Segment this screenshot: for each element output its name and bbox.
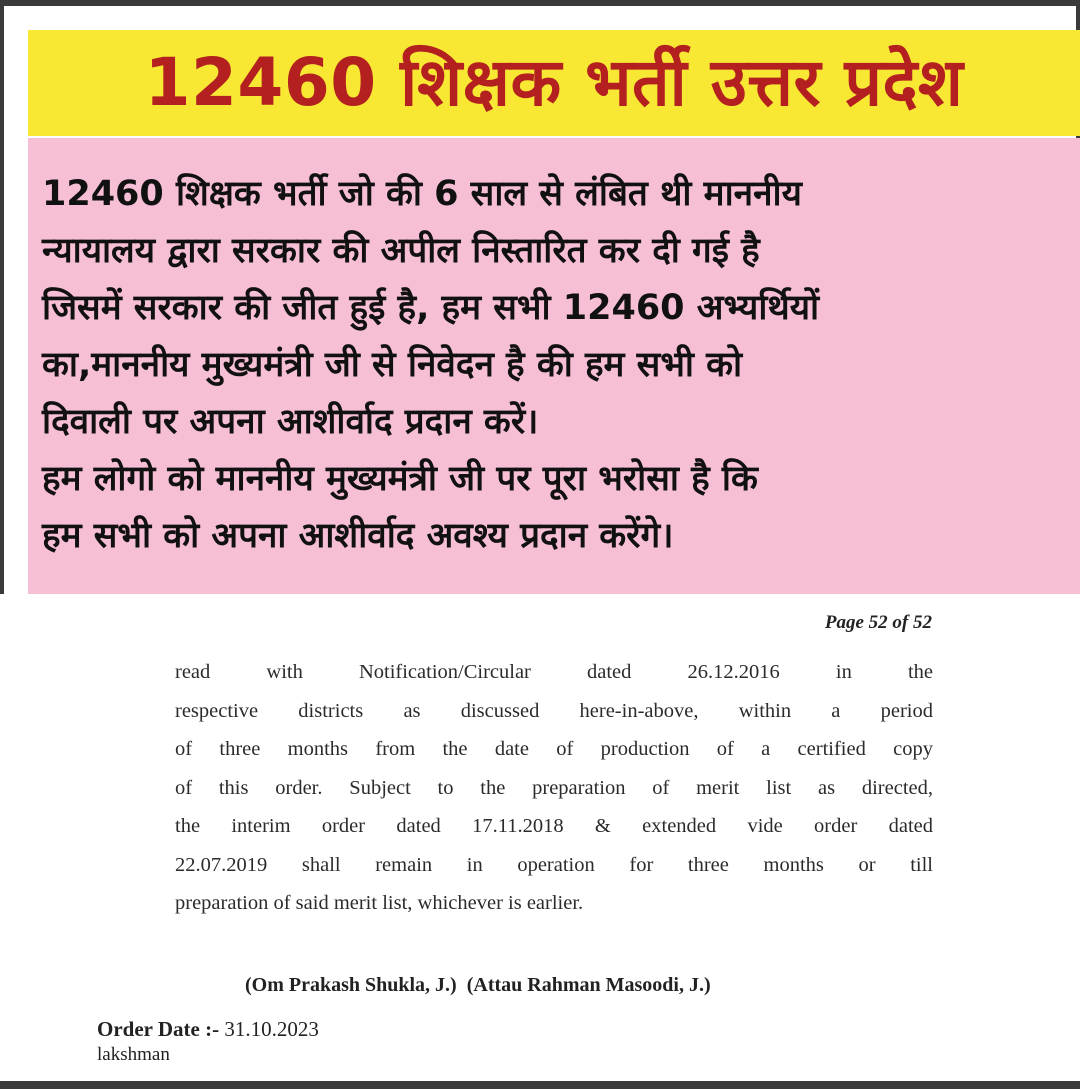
order-line: of three months from the date of production of a certified copy — [175, 738, 933, 760]
headline-banner — [28, 30, 1080, 136]
judges-signature: (Om Prakash Shukla, J.) (Attau Rahman Masoodi, J.) — [245, 974, 711, 996]
order-date-label: Order Date :- — [97, 1017, 220, 1041]
message-line: न्यायालय द्वारा सरकार की अपील निस्तारित कर दी गई है — [42, 231, 760, 271]
order-date — [97, 1017, 319, 1042]
court-order-excerpt — [0, 594, 1080, 1081]
message-line: का,माननीय मुख्यमंत्री जी से निवेदन है की हम सभी को — [42, 345, 743, 385]
order-line: 22.07.2019 shall remain in operation for three months or till — [175, 853, 933, 876]
headline-title: 12460 शिक्षक भर्ती उत्तर प्रदेश — [144, 44, 964, 121]
message-line: हम लोगो को माननीय मुख्यमंत्री जी पर पूरा भरोसा है कि — [42, 459, 758, 499]
order-line: respective districts as discussed here-in-above, within a period — [175, 699, 933, 722]
message-line: जिसमें सरकार की जीत हुई है, हम सभी 12460 अभ्यर्थियों — [42, 288, 820, 328]
message-line: दिवाली पर अपना आशीर्वाद प्रदान करें। — [42, 402, 539, 442]
clerk-name: lakshman — [97, 1044, 170, 1065]
order-date-value: 31.10.2023 — [224, 1017, 319, 1041]
top-border — [0, 0, 1080, 6]
message-line: हम सभी को अपना आशीर्वाद अवश्य प्रदान करेंगे। — [42, 516, 674, 556]
order-line: of this order. Subject to the preparation of merit list as directed, — [175, 776, 933, 799]
order-line: the interim order dated 17.11.2018 & extended vide order dated — [175, 815, 933, 837]
page-number: Page 52 of 52 — [824, 612, 932, 633]
order-line: read with Notification/Circular dated 26.12.2016 in the — [175, 661, 933, 683]
message-box — [28, 138, 1080, 594]
message-line: 12460 शिक्षक भर्ती जो की 6 साल से लंबित थी माननीय — [42, 174, 802, 214]
bottom-border — [0, 1081, 1080, 1089]
order-paragraph — [175, 653, 933, 923]
order-line: preparation of said merit list, whichever is earlier. — [175, 892, 584, 914]
